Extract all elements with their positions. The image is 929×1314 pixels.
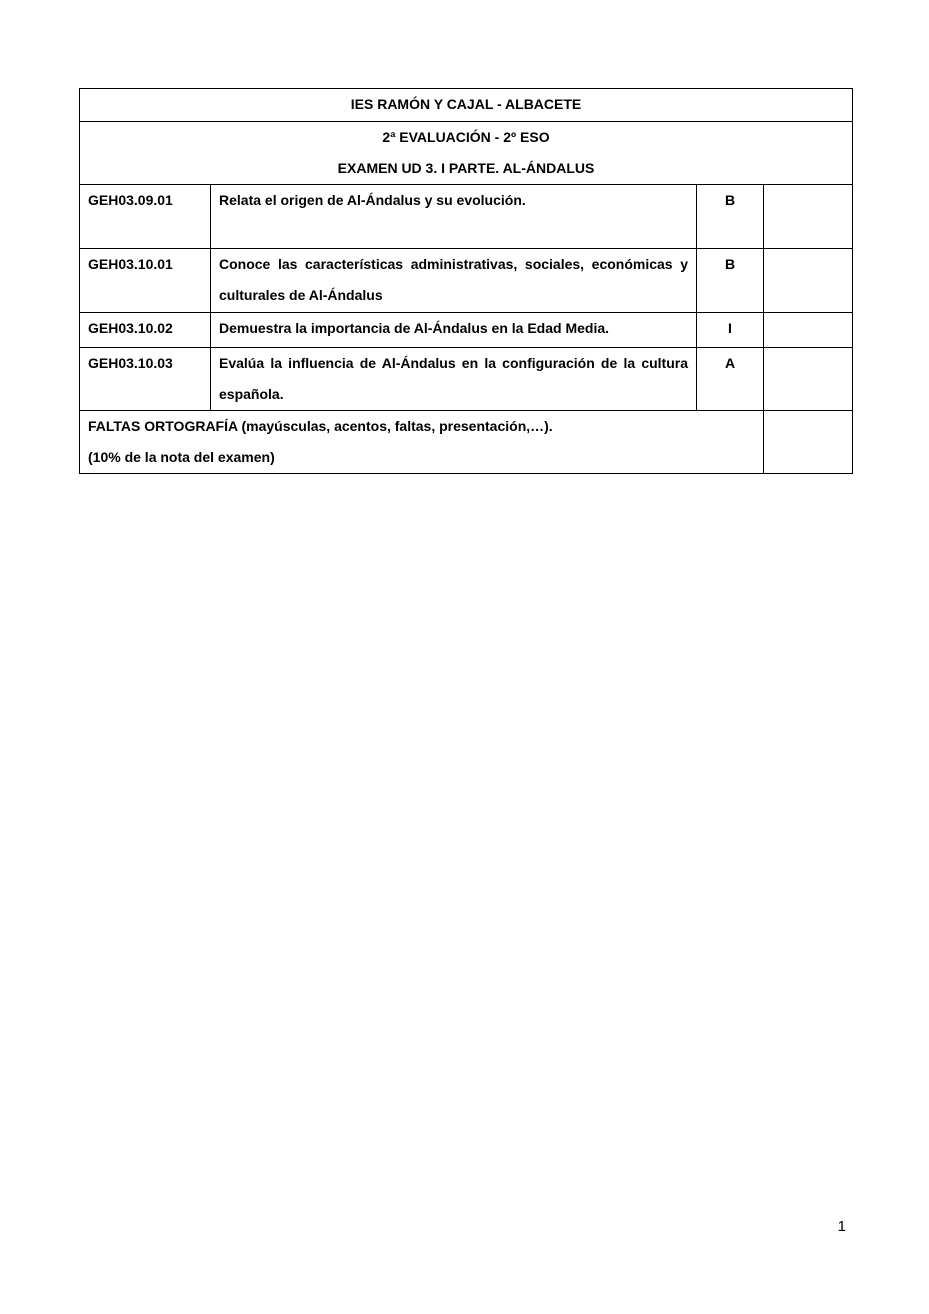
standard-description: Conoce las características administrativas, sociales, económicas y culturales de Al-Ándalus: [211, 249, 697, 313]
page-number: 1: [837, 1218, 846, 1235]
standard-code: GEH03.10.02: [80, 313, 211, 348]
standard-level: I: [697, 313, 764, 348]
standard-description: Demuestra la importancia de Al-Ándalus en la Edad Media.: [211, 313, 697, 348]
evaluation-label: 2ª EVALUACIÓN - 2º ESO: [382, 129, 550, 145]
faltas-label: FALTAS ORTOGRAFÍA (mayúsculas, acentos, faltas, presentación,…).: [88, 418, 553, 434]
standard-code: GEH03.09.01: [80, 185, 211, 249]
standard-row: [80, 249, 853, 313]
standard-row: [80, 348, 853, 411]
faltas-weight-note: (10% de la nota del examen): [88, 449, 275, 465]
standard-row: [80, 313, 853, 348]
standard-code: GEH03.10.01: [80, 249, 211, 313]
school-name: IES RAMÓN Y CAJAL - ALBACETE: [80, 89, 853, 122]
faltas-cell: [80, 411, 764, 474]
standard-description: Relata el origen de Al-Ándalus y su evolución.: [211, 185, 697, 249]
exam-header-row: [80, 122, 853, 185]
standard-level: B: [697, 249, 764, 313]
standard-code: GEH03.10.03: [80, 348, 211, 411]
standard-score-cell: [764, 348, 853, 411]
standard-level: B: [697, 185, 764, 249]
standard-score-cell: [764, 249, 853, 313]
standard-score-cell: [764, 313, 853, 348]
exam-header-cell: [80, 122, 853, 185]
exam-title: EXAMEN UD 3. I PARTE. AL-ÁNDALUS: [337, 160, 595, 176]
standard-row: [80, 185, 853, 249]
faltas-score-cell: [764, 411, 853, 474]
school-header-row: [80, 89, 853, 122]
exam-grading-table: [79, 88, 853, 474]
faltas-row: [80, 411, 853, 474]
standard-score-cell: [764, 185, 853, 249]
standard-level: A: [697, 348, 764, 411]
standard-description: Evalúa la influencia de Al-Ándalus en la configuración de la cultura española.: [211, 348, 697, 411]
